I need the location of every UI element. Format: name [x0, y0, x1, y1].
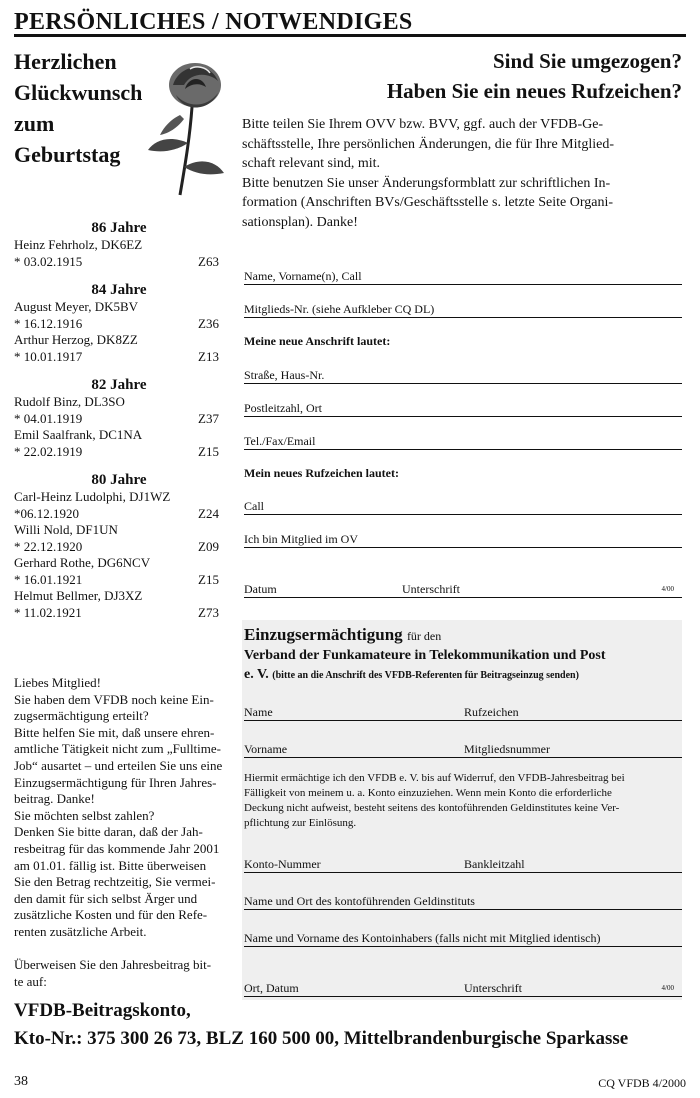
birthday-date: * 16.01.1921: [14, 571, 83, 587]
birthday-date: * 22.02.1919: [14, 443, 83, 459]
birthday-title-line: Herzlichen: [14, 49, 117, 74]
field-label: Unterschrift: [464, 981, 522, 995]
authorization-note: (bitte an die Anschrift des VFDB-Referenten für Beitragseinzug senden): [272, 670, 579, 681]
member-number-field[interactable]: [244, 301, 682, 318]
field-label: Datum: [244, 582, 277, 596]
authorization-title-main: Einzugsermächtigung: [244, 625, 403, 644]
birthday-date-row: [14, 444, 219, 461]
field-label: Vorname: [244, 742, 288, 756]
move-text-line: Bitte teilen Sie Ihrem OVV bzw. BVV, ggf. auch der VFDB-Ge-: [242, 117, 604, 132]
move-text-line: formation (Anschriften BVs/Geschäftsstelle s. letzte Seite Organi-: [242, 195, 614, 210]
birthday-date: * 16.12.1916: [14, 315, 83, 331]
birthday-code: Z36: [198, 315, 219, 331]
notice-line: [14, 941, 226, 958]
field-label: Name und Ort des kontoführenden Geldinstituts: [244, 894, 475, 908]
notice-line: Sie möchten selbst zahlen?: [14, 807, 155, 823]
field-label: Mitgliedsnummer: [464, 742, 550, 756]
contact-field[interactable]: [244, 433, 682, 450]
birthday-name: August Meyer, DK5BV: [14, 299, 139, 314]
field-label: Konto-Nummer: [244, 857, 321, 871]
birthday-name: Helmut Bellmer, DJ3XZ: [14, 588, 143, 603]
account-title: VFDB-Beitragskonto,: [14, 1000, 191, 1021]
authorization-text-line: pflichtung zur Einlösung.: [244, 817, 357, 829]
notice-line: zugsermächtigung erteilt?: [14, 708, 149, 724]
birthday-date-row: [14, 254, 219, 271]
birthday-name: Rudolf Binz, DL3SO: [14, 394, 125, 409]
age-heading: 86 Jahre: [91, 220, 147, 236]
birthday-code: Z37: [198, 410, 219, 426]
age-heading: 84 Jahre: [91, 282, 147, 298]
notice-line: Sie den Betrag rechtzeitig, Sie vermei-: [14, 874, 216, 890]
bank-field[interactable]: [244, 893, 682, 910]
field-label: Postleitzahl, Ort: [244, 401, 322, 415]
ov-field[interactable]: [244, 531, 682, 548]
birthday-date: *06.12.1920: [14, 505, 79, 521]
field-label: Bankleitzahl: [464, 857, 525, 871]
age-heading: 80 Jahre: [91, 472, 147, 488]
notice-line: te auf:: [14, 973, 47, 989]
field-label: Ort, Datum: [244, 981, 299, 995]
birthday-date: * 22.12.1920: [14, 538, 83, 554]
date-signature-field[interactable]: [244, 581, 682, 598]
birthday-date-row: [14, 572, 219, 589]
move-instructions: [242, 115, 680, 232]
name-call-field[interactable]: [244, 268, 682, 285]
field-label: Tel./Fax/Email: [244, 434, 316, 448]
account-details: Kto-Nr.: 375 300 26 73, BLZ 160 500 00, Mittelbrandenburgische Sparkasse: [14, 1028, 629, 1049]
membership-notice: [14, 675, 226, 990]
form-code: 4/00: [661, 585, 674, 593]
authorization-subtitle-line: Verband der Funkamateure in Telekommunikation und Post: [244, 648, 606, 663]
birthday-date-row: [14, 316, 219, 333]
move-text-line: Bitte benutzen Sie unser Änderungsformblatt zur schriftlichen In-: [242, 175, 611, 191]
field-label: Name und Vorname des Kontoinhabers (falls nicht mit Mitglied identisch): [244, 931, 601, 945]
birthday-name: Carl-Heinz Ludolphi, DJ1WZ: [14, 489, 171, 504]
notice-line: zusätzliche Kosten und für den Refe-: [14, 907, 208, 923]
birthday-title-line: Geburtstag: [14, 142, 121, 167]
callsign-heading: Mein neues Rufzeichen lautet:: [244, 466, 399, 480]
birthday-code: Z09: [198, 538, 219, 554]
field-label: Ich bin Mitglied im OV: [244, 532, 358, 546]
place-date-signature-field[interactable]: [244, 980, 682, 997]
birthday-name: Emil Saalfrank, DC1NA: [14, 427, 143, 442]
birthday-date-row: [14, 605, 219, 622]
move-text-line: schaft relevant sind, mit.: [242, 156, 381, 171]
field-label: Call: [244, 499, 264, 513]
rose-icon: [140, 55, 240, 205]
authorization-text-line: Hiermit ermächtige ich den VFDB e. V. bis auf Widerruf, den VFDB-Jahresbeitrag bei: [244, 772, 625, 784]
auth-firstname-field[interactable]: [244, 741, 682, 758]
field-label: Rufzeichen: [464, 705, 519, 719]
birthday-date-row: [14, 539, 219, 556]
birthday-date: * 10.01.1917: [14, 348, 83, 364]
authorization-text: [244, 771, 678, 831]
birthday-date-row: [14, 506, 219, 523]
address-heading: Meine neue Anschrift lautet:: [244, 334, 391, 348]
form-code: 4/00: [661, 984, 674, 992]
notice-line: Sie haben dem VFDB noch keine Ein-: [14, 691, 214, 707]
notice-line: Denken Sie bitte daran, daß der Jah-: [14, 824, 203, 840]
notice-line: den damit für sich selbst Ärger und: [14, 890, 198, 906]
birthday-code: Z24: [198, 505, 219, 521]
move-title: [242, 46, 682, 106]
birthday-date: * 11.02.1921: [14, 604, 82, 620]
authorization-text-line: Deckung nicht aufweist, besteht seitens des kontoführenden Geldinstitutes keine Ver-: [244, 802, 620, 814]
birthday-code: Z73: [198, 604, 219, 620]
birthday-title-line: Glückwunsch: [14, 80, 143, 105]
birthday-name: Arthur Herzog, DK8ZZ: [14, 332, 138, 347]
zip-city-field[interactable]: [244, 400, 682, 417]
birthday-code: Z63: [198, 253, 219, 269]
auth-name-field[interactable]: [244, 704, 682, 721]
birthday-date-row: [14, 411, 219, 428]
birthday-code: Z15: [198, 443, 219, 459]
move-title-line2: Haben Sie ein neues Rufzeichen?: [386, 79, 682, 103]
birthday-code: Z15: [198, 571, 219, 587]
birthday-name: Willi Nold, DF1UN: [14, 522, 118, 537]
field-label: Name: [244, 705, 273, 719]
birthday-date-row: [14, 349, 219, 366]
birthday-name: Heinz Fehrholz, DK6EZ: [14, 237, 143, 252]
call-field[interactable]: [244, 498, 682, 515]
field-label: Mitglieds-Nr. (siehe Aufkleber CQ DL): [244, 302, 435, 316]
notice-line: Liebes Mitglied!: [14, 675, 102, 690]
authorization-subtitle-tail: e. V.: [244, 667, 269, 682]
notice-line: Überweisen Sie den Jahresbeitrag bit-: [14, 957, 212, 973]
authorization-text-line: Fälligkeit von meinem u. a. Konto einzuziehen. Wenn mein Konto die erforderliche: [244, 787, 612, 799]
page-number: 38: [14, 1074, 28, 1089]
move-title-line1: Sind Sie umgezogen?: [492, 49, 682, 73]
field-label: Straße, Haus-Nr.: [244, 368, 325, 382]
magazine-issue: CQ VFDB 4/2000: [598, 1076, 686, 1090]
page-header: PERSÖNLICHES / NOTWENDIGES: [14, 10, 686, 37]
street-field[interactable]: [244, 367, 682, 384]
birthday-title-line: zum: [14, 111, 55, 136]
move-text-line: sationsplan). Danke!: [242, 214, 358, 230]
birthday-list: [14, 220, 224, 621]
authorization-title: [244, 625, 441, 645]
notice-line: Bitte helfen Sie mit, daß unsere ehren-: [14, 724, 215, 740]
notice-line: resbeitrag für das kommende Jahr 2001: [14, 840, 220, 856]
birthday-name: Gerhard Rothe, DG6NCV: [14, 555, 151, 570]
notice-line: renten zusätzliche Arbeit.: [14, 923, 147, 939]
birthday-date: * 04.01.1919: [14, 410, 83, 426]
field-label: Name, Vorname(n), Call: [244, 269, 362, 283]
notice-line: am 01.01. fällig ist. Bitte überweisen: [14, 857, 207, 873]
field-label: Unterschrift: [402, 582, 460, 596]
holder-field[interactable]: [244, 930, 682, 947]
notice-line: beitrag. Danke!: [14, 791, 95, 807]
birthday-code: Z13: [198, 348, 219, 364]
authorization-subtitle: [244, 646, 680, 685]
birthday-date: * 03.02.1915: [14, 253, 83, 269]
authorization-title-suffix: für den: [406, 629, 442, 643]
account-number-field[interactable]: [244, 856, 682, 873]
notice-line: Einzugsermächtigung für Ihren Jahres-: [14, 774, 217, 790]
move-text-line: schäftsstelle, Ihre persönlichen Änderungen, die für Ihre Mitglied-: [242, 136, 615, 152]
notice-line: Job“ ausartet – und erteilen Sie uns eine: [14, 757, 223, 773]
age-heading: 82 Jahre: [91, 377, 147, 393]
notice-line: amtliche Tätigkeit nicht zum „Fulltime-: [14, 741, 221, 757]
